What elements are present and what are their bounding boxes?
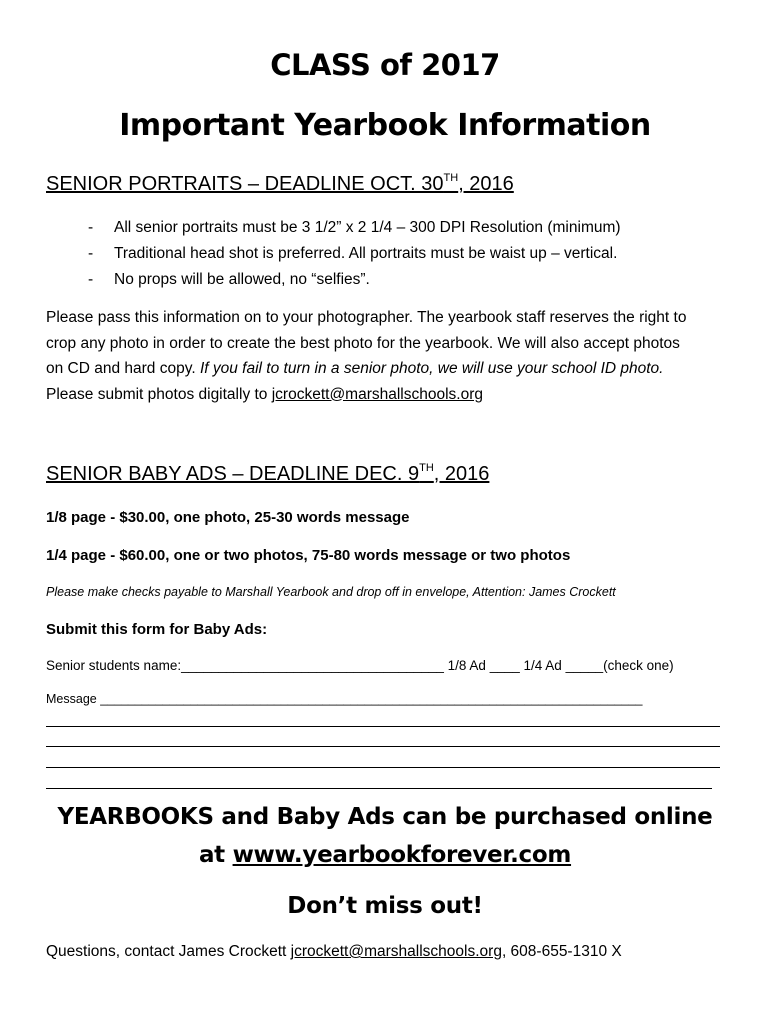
ad-option-eighth-page: 1/8 page - $30.00, one photo, 25-30 words message — [46, 509, 410, 526]
list-item: - No props will be allowed, no “selfies”. — [88, 271, 370, 288]
quarter-ad-check-field[interactable]: _____ — [565, 658, 604, 673]
senior-portraits-heading: SENIOR PORTRAITS – DEADLINE OCT. 30TH, 2016 — [46, 172, 514, 195]
page-title: Important Yearbook Information — [119, 108, 651, 143]
list-item: - Traditional head shot is preferred. All portraits must be waist up – vertical. — [88, 245, 618, 262]
questions-contact: Questions, contact James Crockett jcrockett@marshallschools.org, 608-655-1310 X — [46, 943, 622, 960]
student-name-field[interactable]: ___________________________________ — [181, 658, 444, 673]
website-line: at www.yearbookforever.com — [198, 842, 572, 868]
yearbook-website-link[interactable]: www.yearbookforever.com — [232, 842, 572, 868]
portrait-requirements-list — [88, 215, 621, 293]
contact-email-link[interactable]: jcrockett@marshallschools.org — [290, 943, 502, 960]
submit-form-label: Submit this form for Baby Ads: — [46, 621, 268, 638]
ad-option-quarter-page: 1/4 page - $60.00, one or two photos, 75-80 words message or two photos — [46, 547, 571, 564]
message-line[interactable] — [46, 767, 720, 768]
student-name-row: Senior students name:___________________________________ 1/8 Ad ____ 1/4 Ad _____(check one) — [46, 658, 674, 673]
payment-note: Please make checks payable to Marshall Yearbook and drop off in envelope, Attention: James Crockett — [46, 585, 616, 599]
portrait-instructions-paragraph: Please pass this information on to your photographer. The yearbook staff reserves the right to crop any photo in order to create the best photo for the yearbook. We will also accept photos on CD and hard copy. If you fail to turn in a senior photo, we will use your school ID photo. Please submit photos digitally to jcrockett@marshallschools.org — [46, 309, 687, 403]
list-item: - All senior portraits must be 3 1/2” x 2 1/4 – 300 DPI Resolution (minimum) — [88, 219, 621, 236]
dont-miss-out: Don’t miss out! — [287, 893, 483, 919]
message-row — [46, 692, 642, 706]
class-title: CLASS of 2017 — [270, 48, 500, 82]
photo-submit-email-link[interactable]: jcrockett@marshallschools.org — [271, 385, 484, 403]
eighth-ad-check-field[interactable]: ____ — [489, 658, 520, 673]
message-line[interactable] — [46, 788, 712, 789]
student-name-label: Senior students name: — [46, 658, 182, 673]
message-line[interactable] — [46, 746, 720, 747]
purchase-online-line: YEARBOOKS and Baby Ads can be purchased online — [57, 804, 713, 830]
senior-baby-ads-heading: SENIOR BABY ADS – DEADLINE DEC. 9TH, 2016 — [46, 462, 490, 485]
message-field[interactable]: ______________________________________________________________________________ — [100, 692, 643, 706]
message-label: Message — [46, 692, 97, 706]
message-line[interactable] — [46, 726, 720, 727]
